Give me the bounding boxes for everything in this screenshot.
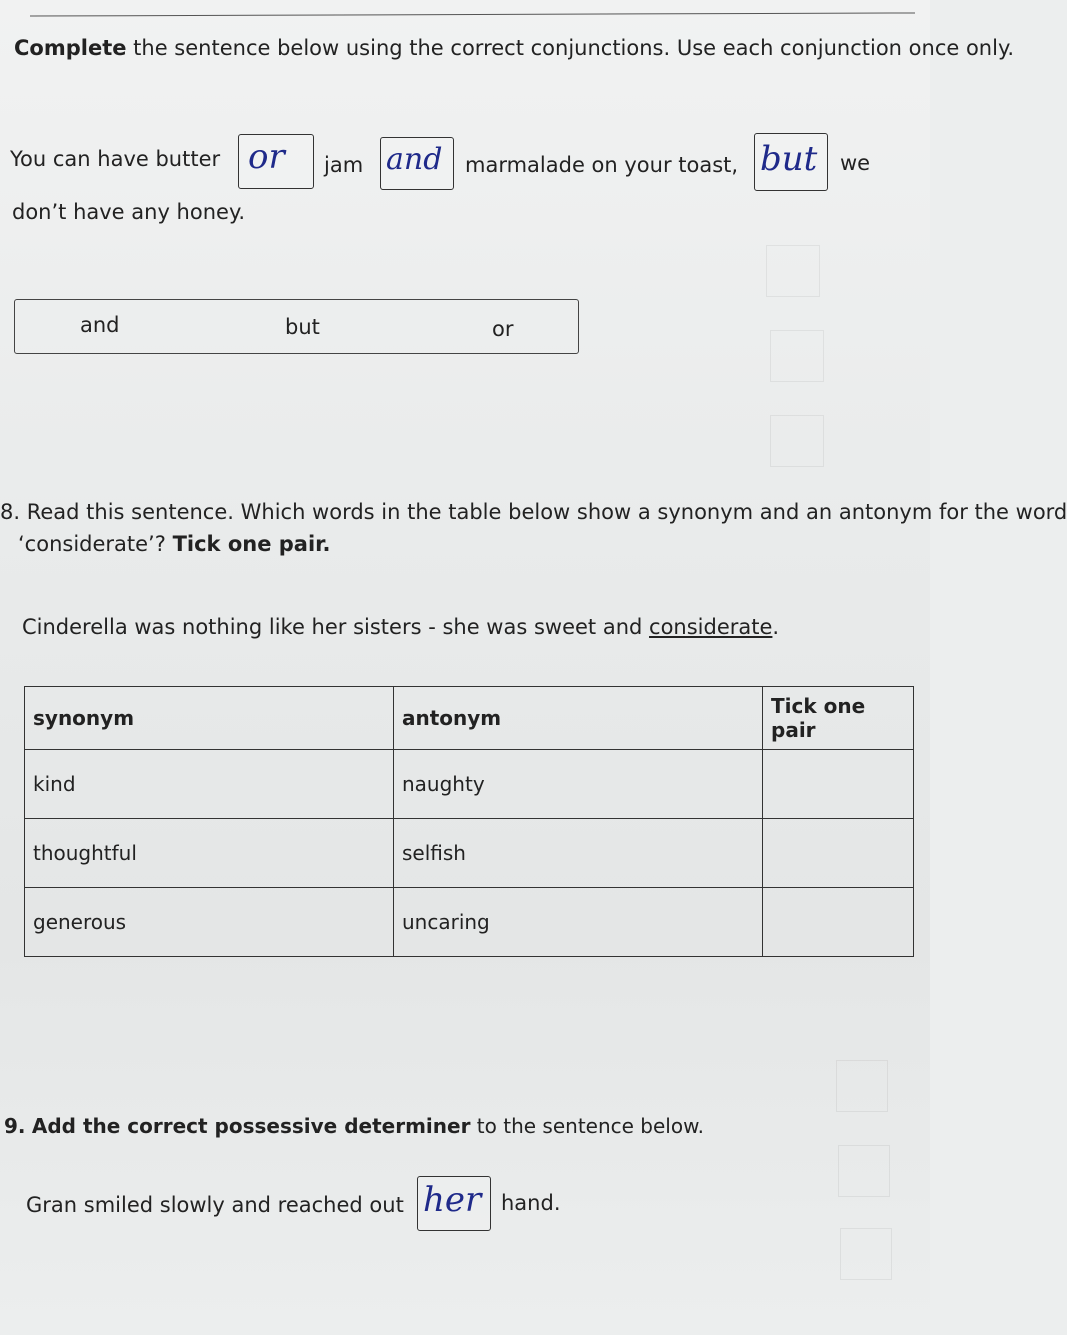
header-tick: Tick one pair: [763, 687, 914, 750]
show-through-box: [766, 245, 820, 297]
word-bank-item-but: but: [285, 315, 320, 339]
word-bank-item-or: or: [492, 317, 514, 341]
antonym-cell: selfish: [394, 819, 763, 888]
table-row: [25, 888, 914, 957]
synonym-antonym-table: [24, 686, 914, 957]
q8-instruction-line2: [18, 532, 331, 556]
q7-sentence-line2: don’t have any honey.: [12, 200, 246, 224]
tick-cell[interactable]: [763, 819, 914, 888]
show-through-box: [770, 330, 824, 382]
handwritten-answer-q9: her: [423, 1180, 482, 1220]
q8-keyword: considerate: [649, 615, 773, 639]
q9-instruction-text: to the sentence below.: [476, 1114, 704, 1138]
q7-instruction: [14, 36, 1014, 60]
q8-sentence-end: .: [772, 615, 780, 639]
q9-instruction: [4, 1114, 704, 1138]
top-rule: [30, 12, 915, 16]
q9-instruction-bold: Add the correct possessive determiner: [31, 1114, 471, 1138]
q8-sentence-start: Cinderella was nothing like her sisters - she was sweet and: [22, 615, 643, 639]
header-antonym: antonym: [394, 687, 763, 750]
q7-sentence-part1: You can have butter: [10, 147, 221, 171]
show-through-box: [840, 1228, 892, 1280]
q7-sentence-part2: jam: [324, 153, 364, 177]
antonym-cell: uncaring: [394, 888, 763, 957]
q9-number: 9.: [4, 1114, 26, 1138]
q7-instruction-text: the sentence below using the correct conjunctions. Use each conjunction once only.: [133, 36, 1015, 60]
tick-cell[interactable]: [763, 888, 914, 957]
header-synonym: synonym: [25, 687, 394, 750]
q8-instruction-line1: [0, 500, 1067, 524]
synonym-cell: generous: [25, 888, 394, 957]
table-row: [25, 819, 914, 888]
handwritten-answer-3: but: [760, 139, 818, 179]
synonym-cell: kind: [25, 750, 394, 819]
show-through-box: [836, 1060, 888, 1112]
show-through-box: [770, 415, 824, 467]
tick-cell[interactable]: [763, 750, 914, 819]
q8-instruction-text: Read this sentence. Which words in the table below show a synonym and an antonym for the word: [26, 500, 1067, 524]
q8-word-quoted: ‘considerate’?: [18, 532, 166, 556]
q7-sentence-part4: we: [840, 151, 871, 175]
q9-sentence-end: hand.: [501, 1191, 561, 1215]
q8-tick-instruction: Tick one pair.: [172, 532, 331, 556]
q7-instruction-bold: Complete: [14, 36, 127, 60]
handwritten-answer-1: or: [248, 137, 285, 177]
q7-sentence-part3: marmalade on your toast,: [465, 153, 739, 177]
q9-sentence-start: Gran smiled slowly and reached out: [26, 1193, 404, 1217]
synonym-cell: thoughtful: [25, 819, 394, 888]
handwritten-answer-2: and: [386, 142, 443, 177]
word-bank-item-and: and: [80, 313, 120, 337]
table-row: [25, 750, 914, 819]
table-header-row: [25, 687, 914, 750]
q8-sentence: [22, 615, 779, 639]
q8-number: 8.: [0, 500, 21, 524]
show-through-box: [838, 1145, 890, 1197]
antonym-cell: naughty: [394, 750, 763, 819]
